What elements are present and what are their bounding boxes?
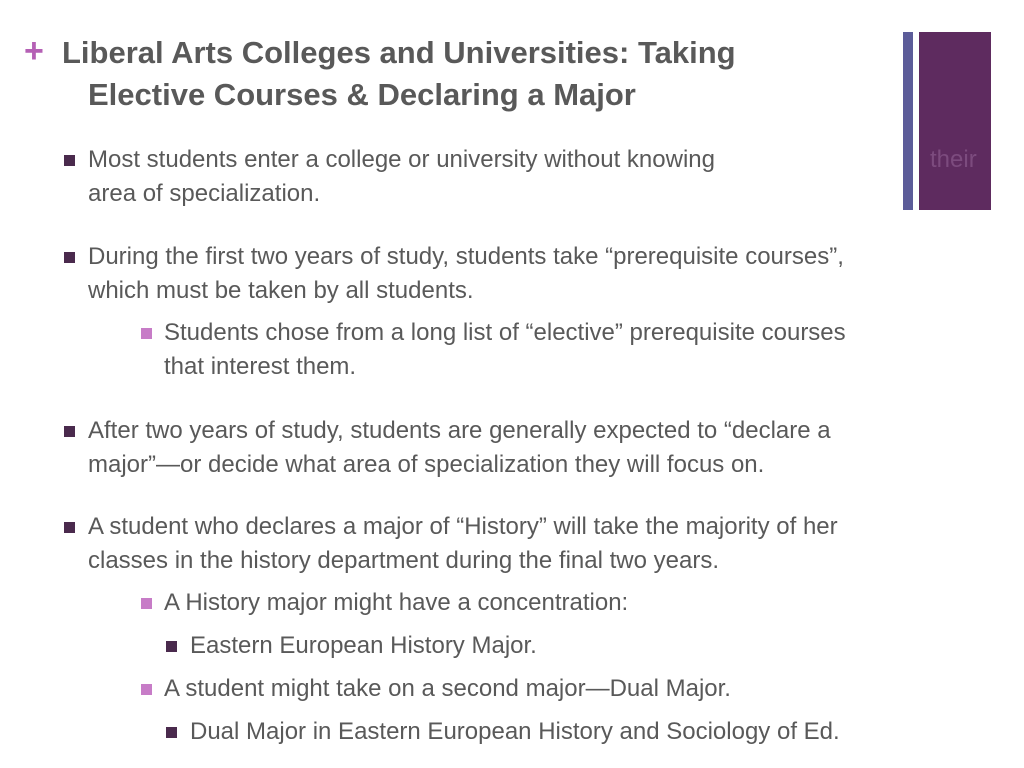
- bullet-4-line-1: A student who declares a major of “History” will take the majority of her: [88, 513, 838, 540]
- bullet-2-line-1: During the first two years of study, students take “prerequisite courses”,: [88, 243, 844, 270]
- bullet-1-line-1: Most students enter a college or university without knowing: [88, 146, 715, 173]
- bullet-square-icon: [64, 252, 75, 263]
- bullet-1-line-2: area of specialization.: [88, 180, 321, 207]
- bullet-4-line-2: classes in the history department during the final two years.: [88, 547, 719, 574]
- bullet-3-line-2: major”—or decide what area of specialization they will focus on.: [88, 451, 765, 478]
- bullet-square-icon: [64, 522, 75, 533]
- bullet-4a: A History major might have a concentration:: [164, 589, 629, 616]
- bullet-2a: [164, 316, 974, 384]
- bullet-2-line-2: which must be taken by all students.: [88, 277, 474, 304]
- bullet-3: [88, 414, 988, 482]
- bullet-1: [88, 143, 988, 211]
- sub-bullet-square-icon: [141, 684, 152, 695]
- bullet-3-line-1: After two years of study, students are generally expected to “declare a: [88, 417, 831, 444]
- plus-icon: +: [24, 32, 44, 70]
- bullet-2a-line-2: that interest them.: [164, 353, 357, 380]
- slide-title: [62, 32, 882, 116]
- sub-sub-bullet-square-icon: [166, 641, 177, 652]
- bullet-4: [88, 510, 988, 578]
- bullet-4b-i: Dual Major in Eastern European History and Sociology of Ed.: [190, 718, 840, 745]
- title-line-2: Elective Courses & Declaring a Major: [88, 77, 636, 112]
- bullet-square-icon: [64, 155, 75, 166]
- sub-bullet-square-icon: [141, 598, 152, 609]
- bullet-2a-line-1: Students chose from a long list of “elective” prerequisite courses: [164, 319, 846, 346]
- title-line-1: Liberal Arts Colleges and Universities: Taking: [62, 35, 736, 70]
- sub-bullet-square-icon: [141, 328, 152, 339]
- sub-sub-bullet-square-icon: [166, 727, 177, 738]
- bullet-4b: A student might take on a second major—Dual Major.: [164, 675, 731, 702]
- bullet-square-icon: [64, 426, 75, 437]
- hidden-word: their: [930, 146, 977, 173]
- bullet-4a-i: Eastern European History Major.: [190, 632, 537, 659]
- bullet-2: [88, 240, 988, 308]
